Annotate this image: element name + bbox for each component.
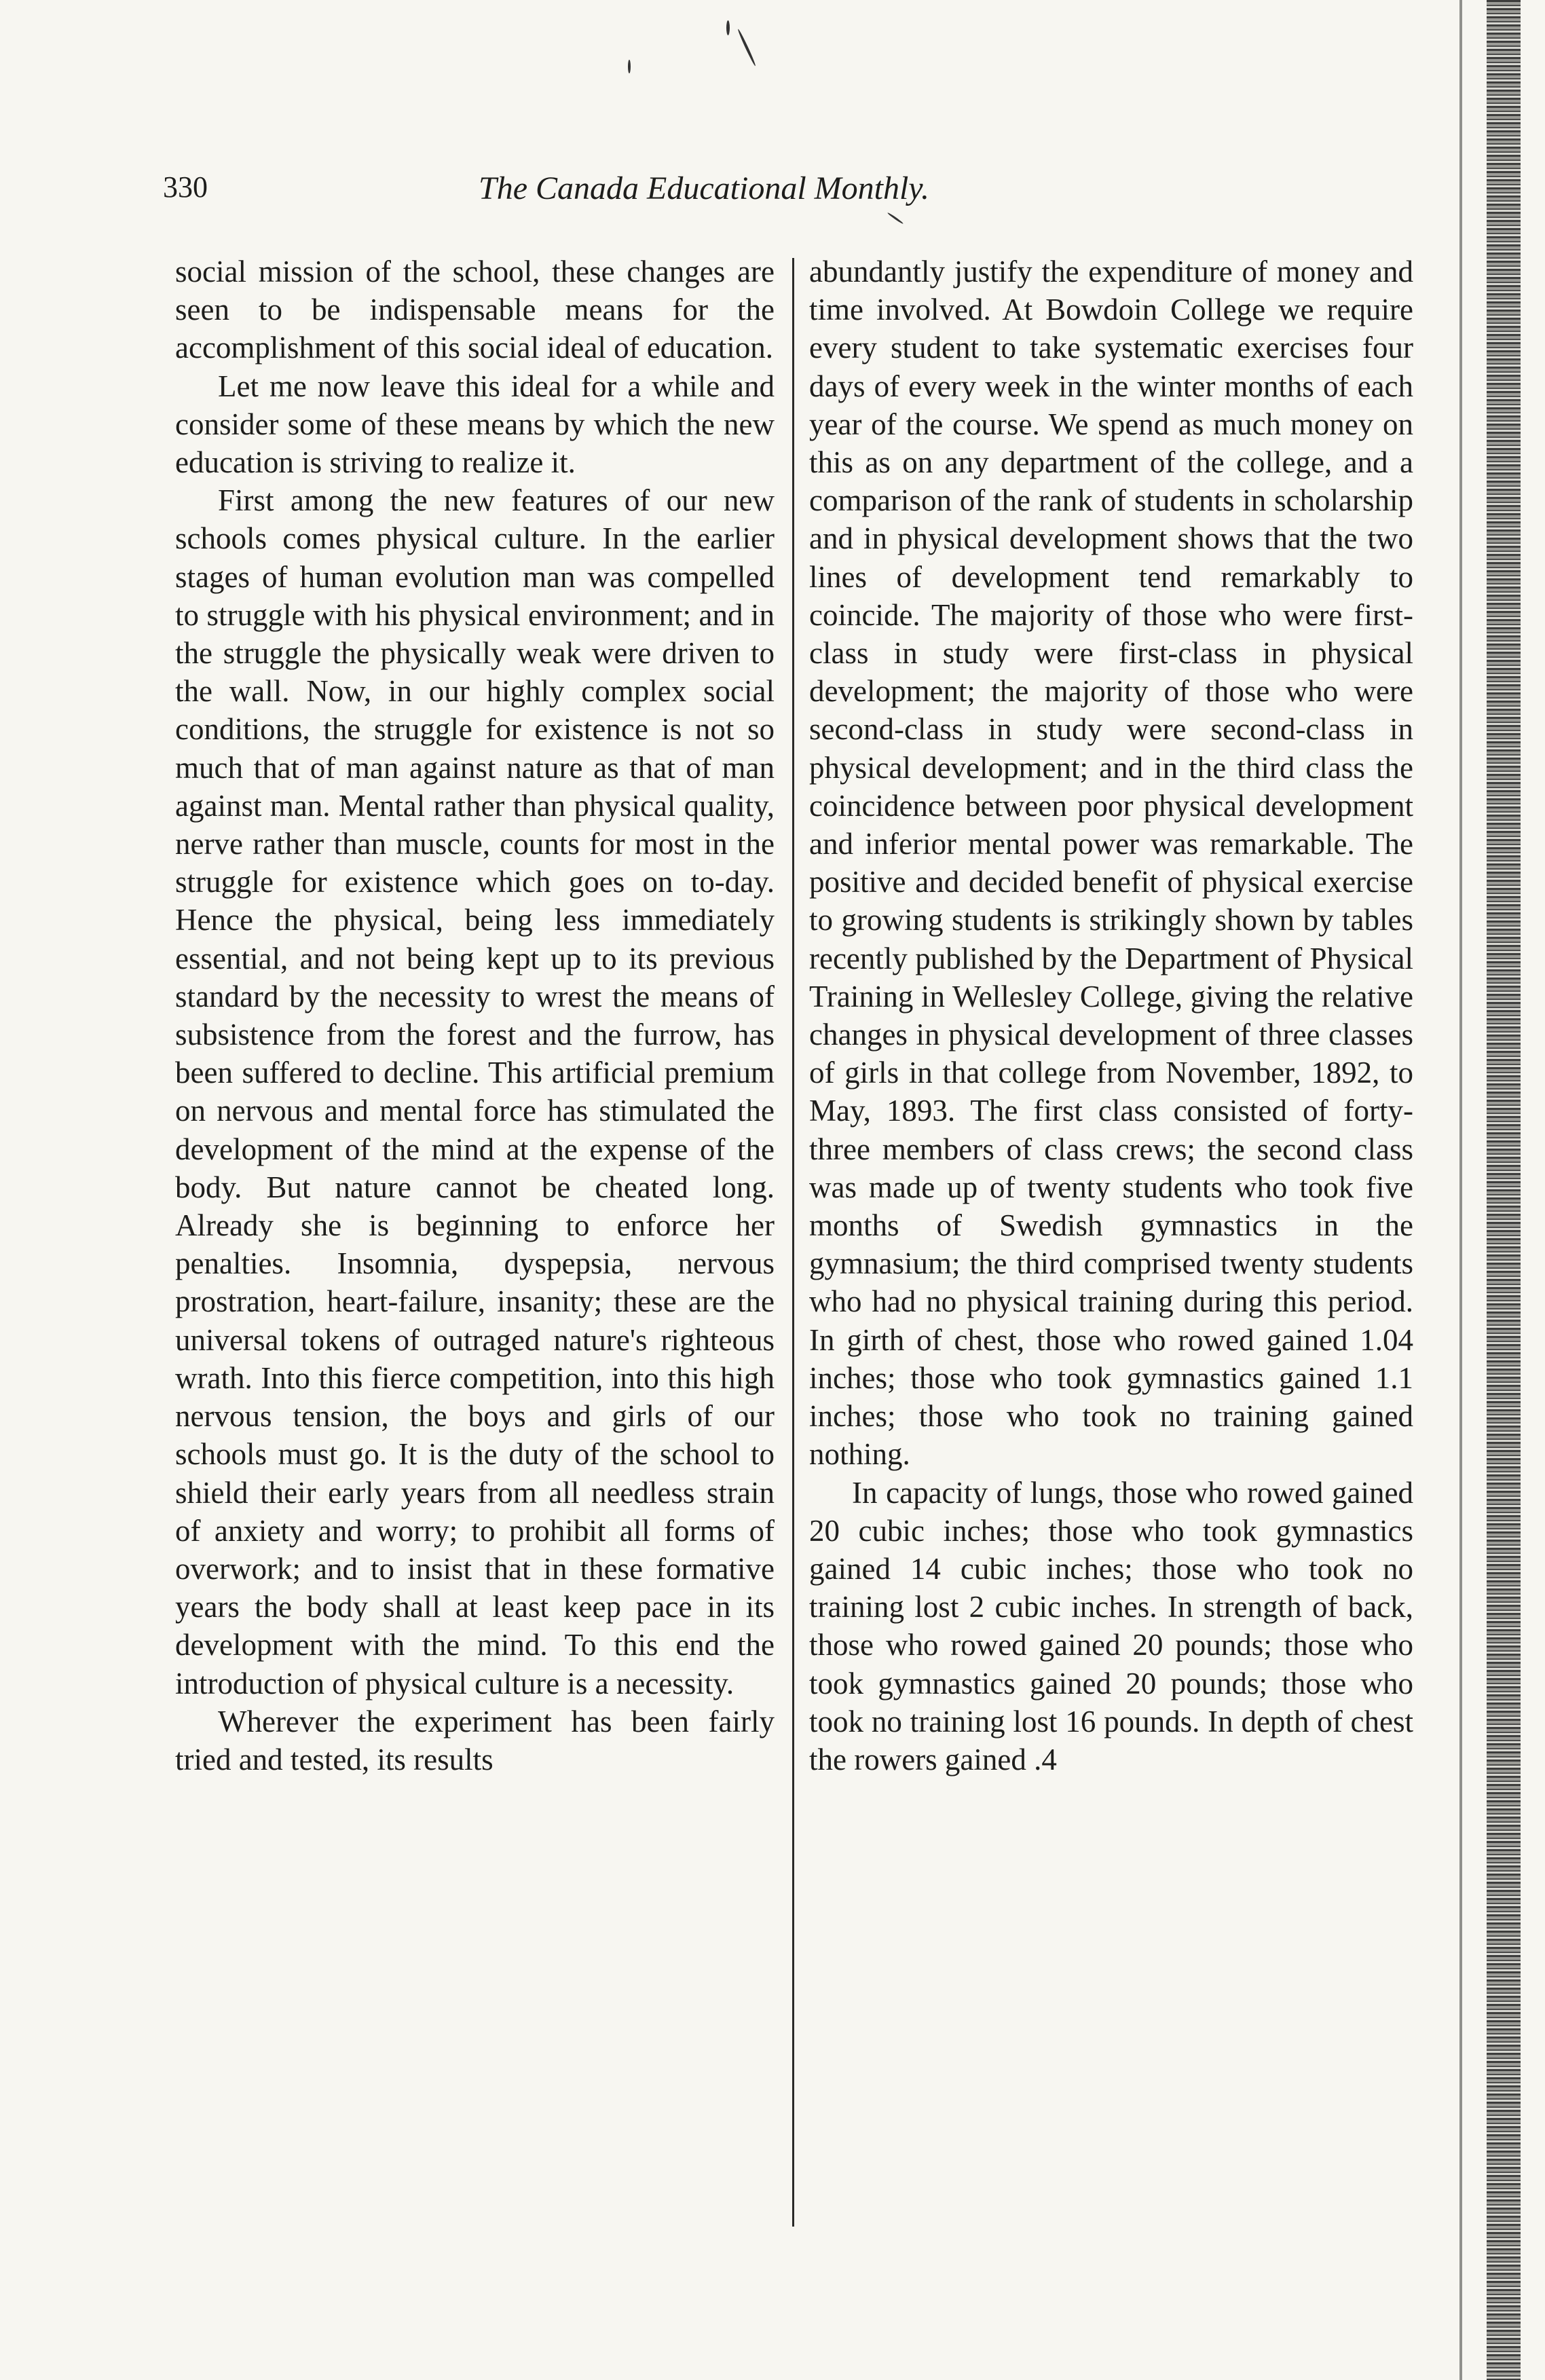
paragraph: First among the new features of our new schools comes physical culture. In the earlier stages of human evolution man was compelled to struggle with his physical environment; and in the struggle the physically weak were driven to the wall. Now, in our highly complex social conditions, the struggle for existence is not so much that of man against nature as that of man against man. Mental rather than physical quality, nerve rather than muscle, counts for most in the struggle for existence which goes on to-day. Hence the physical, being less immediately essential, and not being kept up to its previous standard by the necessity to wrest the means of subsistence from the forest and the furrow, has been suffered to decline. This artificial premium on nervous and mental force has stimulated the development of the mind at the expense of the body. But nature cannot be cheated long. Already she is beginning to enforce her penalties. Insomnia, dyspepsia, nervous prostration, heart-failure, insanity; these are the universal tokens of outraged nature's righteous wrath. Into this fierce competition, into this high nervous tension, the boys and girls of our schools must go. It is the duty of the school to shield their early years from all needless strain of anxiety and worry; to prohibit all forms of overwork; and to insist that in these formative years the body shall at least keep pace in its development with the mind. To this end the introduction of physical culture is a necessity. (175, 483, 775, 1700)
page-number: 330 (163, 170, 208, 204)
paragraph: Wherever the experiment has been fairly tried and tested, its results (175, 1704, 775, 1777)
book-binding-edge (1487, 0, 1521, 2380)
page-header (163, 170, 1161, 217)
ink-speck (628, 60, 631, 73)
right-column (809, 253, 1413, 1779)
running-title: The Canada Educational Monthly. (479, 170, 929, 206)
paragraph: abundantly justify the expenditure of money and time involved. At Bowdoin College we require every student to take systematic exercises four days of every week in the winter months of each year of the course. We spend as much money on this as on any department of the college, and a comparison of the rank of students in scholarship and in physical development shows that the two lines of development tend remarkably to coincide. The majority of those who were first-class in study were first-class in physical development; the majority of those who were second-class in study were second-class in physical development; and in the third class the coincidence between poor physical development and inferior mental power was remarkable. The positive and decided benefit of physical exercise to growing students is strikingly shown by tables recently published by the Department of Physical Training in Wellesley College, giving the relative changes in physical development of three classes of girls in that college from November, 1892, to May, 1893. The first class consisted of forty-three members of class crews; the second class was made up of twenty students who took five months of Swedish gymnastics in the gymnasium; the third comprised twenty students who had no physical training during this period. In girth of chest, those who rowed gained 1.04 inches; those who took gymnastics gained 1.1 inches; those who took no training gained nothing. (809, 255, 1413, 1472)
paragraph: In capacity of lungs, those who rowed gained 20 cubic inches; those who took gymnastics gained 14 cubic inches; those who took no training lost 2 cubic inches. In strength of back, those who rowed gained 20 pounds; those who took gymnastics gained 20 pounds; those who took no training lost 16 pounds. In depth of chest the rowers gained .4 (809, 1475, 1413, 1777)
column-divider (792, 258, 794, 2227)
ink-speck (726, 20, 730, 35)
binding-shadow-line (1459, 0, 1462, 2380)
paragraph: social mission of the school, these changes are seen to be indispensable means for the accomplishment of this social ideal of education. (175, 255, 775, 365)
paragraph: Let me now leave this ideal for a while and consider some of these means by which the new education is striving to realize it. (175, 369, 775, 480)
ink-speck (737, 29, 757, 67)
left-column (175, 253, 775, 1779)
